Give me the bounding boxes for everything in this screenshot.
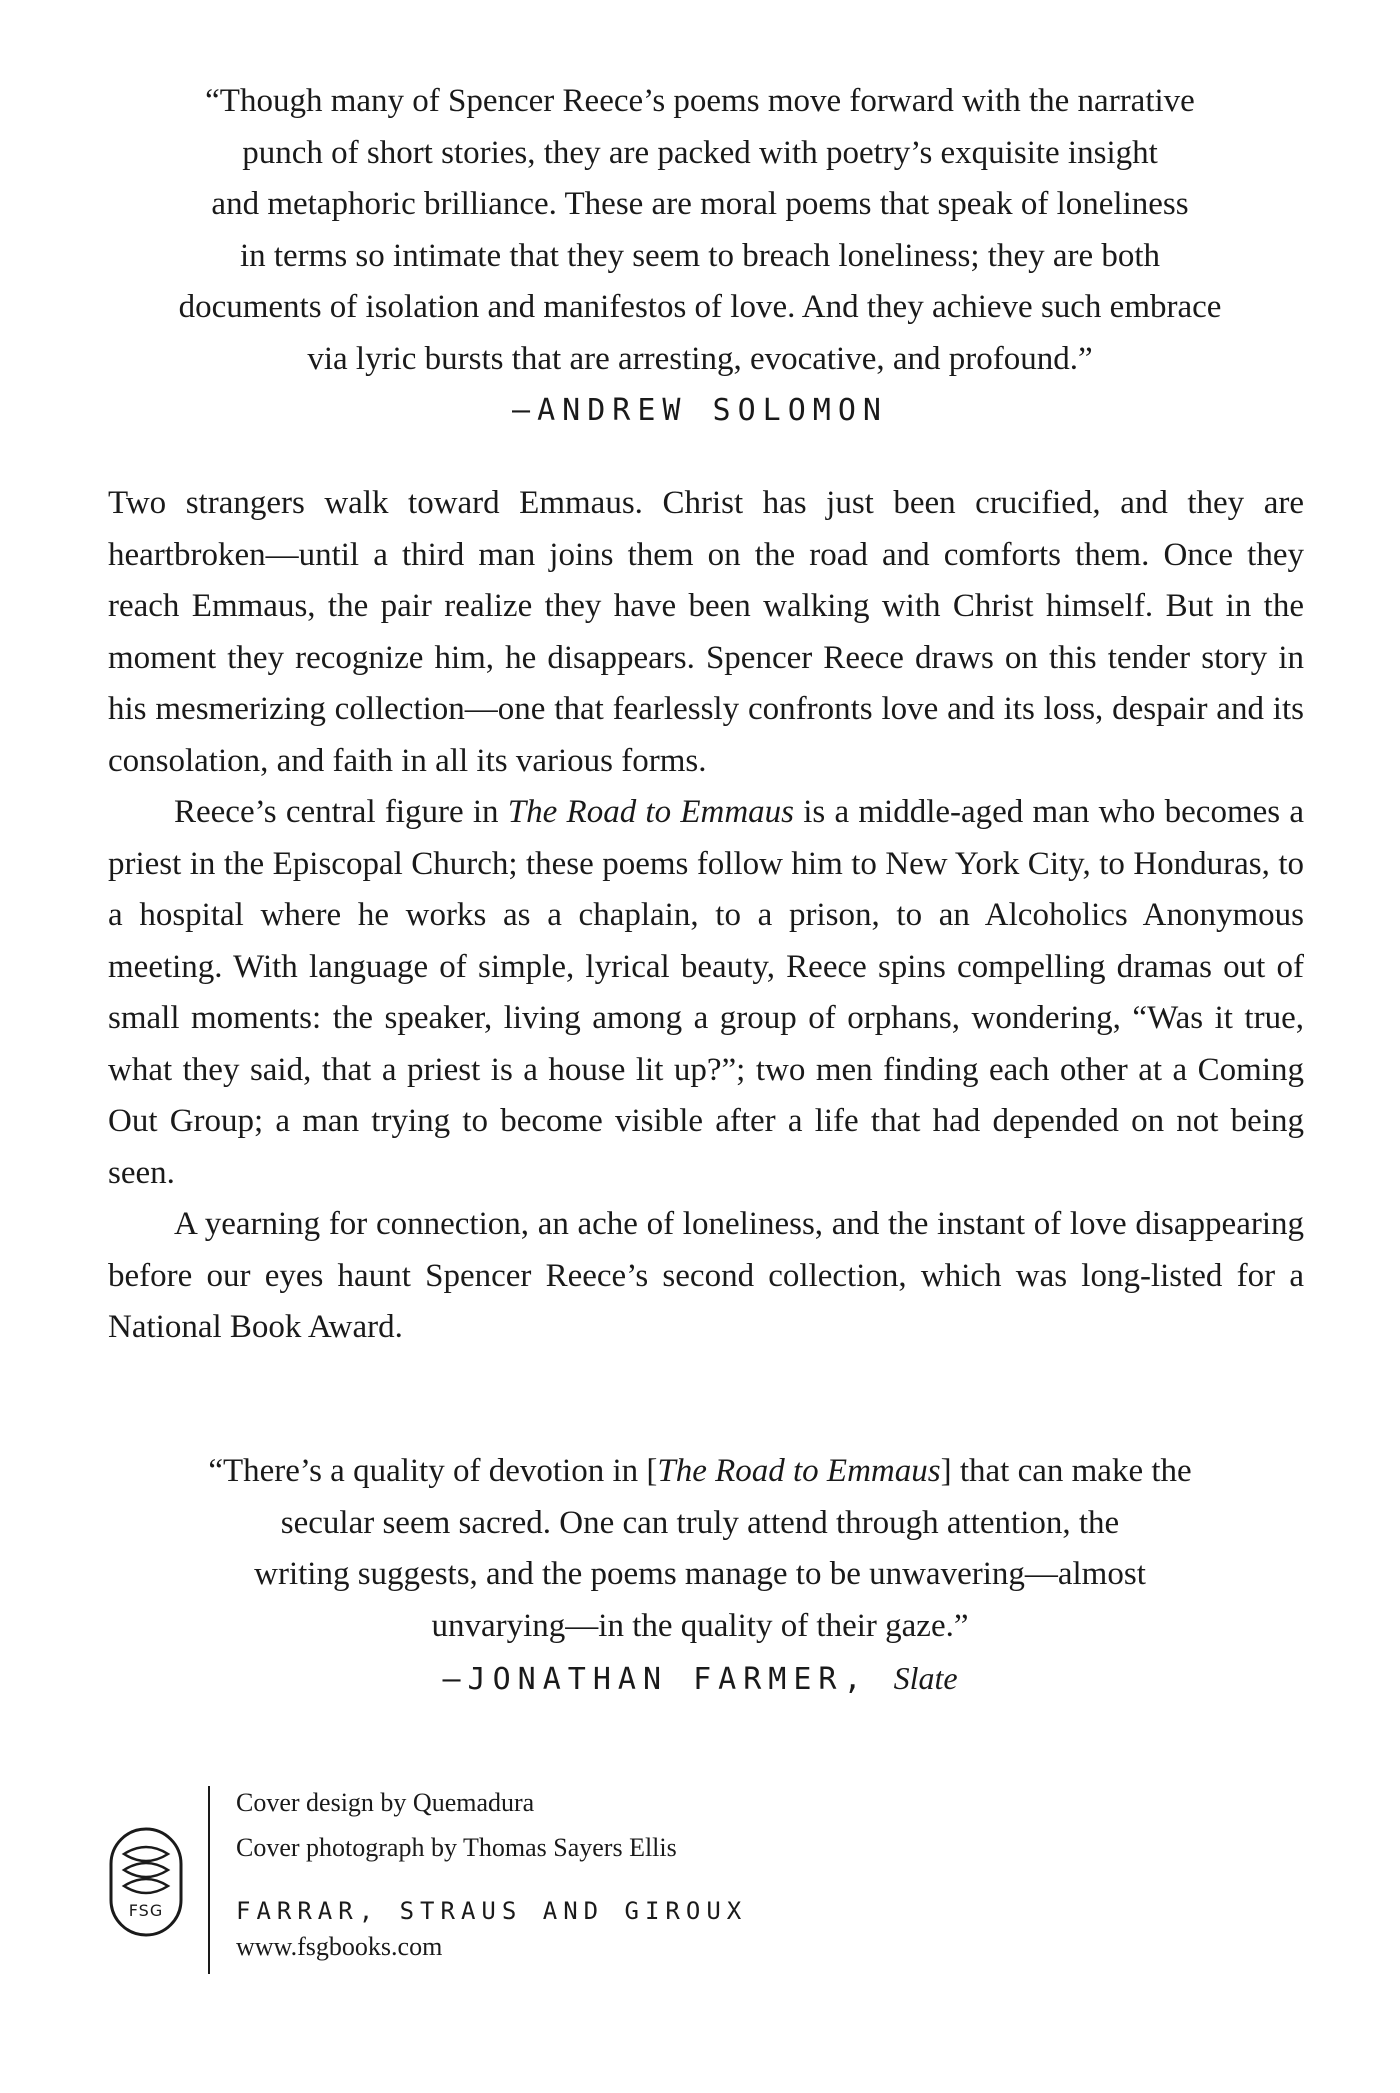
endorsement-quote-farmer <box>100 1446 1300 1706</box>
publisher-website: www.fsgbooks.com <box>236 1932 443 1961</box>
quote-attribution <box>100 1652 1300 1706</box>
description-paragraph <box>108 478 1304 787</box>
description-paragraph <box>108 1199 1304 1354</box>
logo-fish-mark <box>124 1847 168 1893</box>
credit-lines <box>236 1780 747 1966</box>
quote-line <box>100 1446 1300 1498</box>
quote-line: unvarying—in the quality of their gaze.” <box>431 1607 969 1644</box>
description-paragraph <box>108 787 1304 1199</box>
quote-line: via lyric bursts that are arresting, evocative, and profound.” <box>307 340 1093 377</box>
cover-photo-credit: Cover photograph by Thomas Sayers Ellis <box>236 1833 677 1862</box>
book-title: The Road to Emmaus <box>507 794 794 830</box>
endorsement-quote-solomon <box>100 76 1300 437</box>
publisher-name: FARRAR, STRAUS AND GIROUX <box>236 1897 748 1925</box>
attribution-name: —JONATHAN FARMER, <box>442 1662 869 1697</box>
quote-line: and metaphoric brilliance. These are moral poems that speak of loneliness <box>211 186 1189 222</box>
quote-text: ] that can make the <box>940 1453 1192 1489</box>
quote-line: “Though many of Spencer Reece’s poems move forward with the narrative <box>205 83 1195 119</box>
quote-line: secular seem sacred. One can truly attend through attention, the <box>280 1504 1120 1541</box>
divider <box>208 1786 210 1974</box>
quote-line: in terms so intimate that they seem to breach loneliness; they are both <box>239 237 1161 274</box>
quote-line: writing suggests, and the poems manage to be unwavering—almost <box>254 1556 1146 1592</box>
quote-attribution: —ANDREW SOLOMON <box>512 393 888 428</box>
credits-block <box>0 1780 1400 1980</box>
attribution-publication: Slate <box>893 1660 958 1696</box>
paragraph-text: Two strangers walk toward Emmaus. Christ has just been crucified, and they are heartbroken—until a third man joins them on the road and comforts them. Once they reach Emmaus, the pair realize they have been walking with Christ himself. But in the moment they recognize him, he disappears. Spencer Reece draws on this tender story in his mesmerizing collection—one that fearlessly confronts love and its loss, despair and its consolation, and faith in all its various forms. <box>108 485 1304 779</box>
paragraph-text: Reece’s central figure in <box>174 794 508 830</box>
quote-line: punch of short stories, they are packed with poetry’s exquisite insight <box>242 134 1158 171</box>
paragraph-text: A yearning for connection, an ache of loneliness, and the instant of love disappearing before our eyes haunt Spencer Reece’s second collection, which was long-listed for a National Book Award. <box>108 1206 1304 1345</box>
book-description <box>108 478 1304 1354</box>
paragraph-text: is a middle-aged man who becomes a priest in the Episcopal Church; these poems follow him to New York City, to Honduras, to a hospital where he works as a chaplain, to a prison, to an Alcoholics Anonymous meeting. With language of simple, lyrical beauty, Reece spins compelling dramas out of small moments: the speaker, living among a group of orphans, wondering, “Was it true, what they said, that a priest is a house lit up?”; two men finding each other at a Coming Out Group; a man trying to become visible after a life that had depended on not being seen. <box>108 794 1304 1191</box>
book-title: The Road to Emmaus <box>657 1453 941 1489</box>
logo-text: FSG <box>128 1901 164 1920</box>
cover-design-credit: Cover design by Quemadura <box>236 1788 535 1817</box>
fsg-logo-icon <box>108 1826 184 1938</box>
quote-line: documents of isolation and manifestos of love. And they achieve such embrace <box>178 289 1222 325</box>
quote-text: “There’s a quality of devotion in [ <box>208 1453 658 1489</box>
